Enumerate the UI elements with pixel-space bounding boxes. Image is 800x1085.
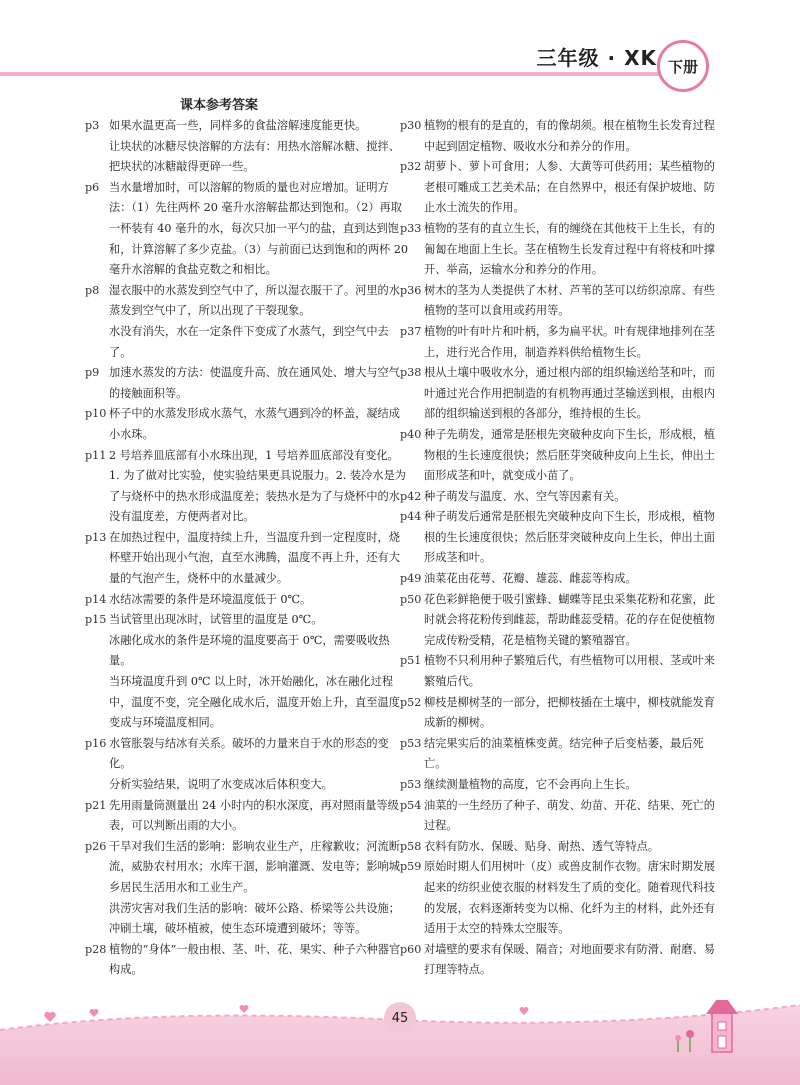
answer-text: 在加热过程中，温度持续上升，当温度升到一定程度时，烧杯壁开始出现小气泡，直至水沸腾，温度不再上升，还有大量的气泡产生，烧杯中的水量减少。 <box>109 530 400 586</box>
answer-text: 胡萝卜、萝卜可食用；人参、大黄等可供药用；某些植物的老根可雕成工艺美术品；在自然界中，根还有保护坡地、防止水土流失的作用。 <box>424 160 715 215</box>
answer-entry <box>400 857 725 939</box>
page-ref: p52 <box>400 695 422 709</box>
answer-entry <box>400 940 725 981</box>
page-ref: p21 <box>85 798 107 812</box>
answer-entry <box>85 734 410 796</box>
answer-text: 继续测量植物的高度，它不会再向上生长。 <box>424 778 637 791</box>
page-ref: p13 <box>85 530 107 544</box>
page-ref: p32 <box>400 160 422 174</box>
answer-text: 种子先萌发，通常是胚根先突破种皮向下生长，形成根，植物根的生长速度很快；然后胚芽突破种皮向上生长，伸出土面形成茎和叶，就变成小苗了。 <box>424 427 715 483</box>
answer-text: 植物不只利用种子繁殖后代，有些植物可以用根、茎或叶来繁殖后代。 <box>424 654 715 689</box>
answer-text: 冰融化成水的条件是环境的温度要高于 0℃，需要吸收热量。 <box>109 633 390 668</box>
answer-entry <box>85 281 410 363</box>
answer-text: 结完果实后的油菜植株变黄。结完种子后变枯萎，最后死亡。 <box>424 736 704 771</box>
answer-text: 当环境温度升到 0℃ 以上时，冰开始融化，冰在融化过程中，温度不变，完全融化成水后，温度开始上升，直至温度变成与环境温度相同。 <box>109 675 400 730</box>
page-ref: p3 <box>85 119 100 132</box>
answer-text: 油菜的一生经历了种子、萌发、幼苗、开花、结果、死亡的过程。 <box>424 798 715 833</box>
answer-entry <box>85 404 410 445</box>
volume-badge <box>657 40 709 92</box>
answer-entry <box>400 734 725 775</box>
answer-text: 当试管里出现冰时，试管里的温度是 0℃。 <box>109 613 323 627</box>
answer-entry <box>85 796 410 837</box>
answer-text: 柳枝是柳树茎的一部分，把柳枝插在土壤中，柳枝就能发育成新的柳树。 <box>424 695 715 730</box>
answer-entry <box>400 322 725 363</box>
page-ref: p44 <box>400 510 422 524</box>
answer-text: 植物的叶有叶片和叶柄，多为扁平状。叶有规律地排列在茎上，进行光合作用，制造养料供给植物生长。 <box>424 324 715 359</box>
answer-text: 干旱对我们生活的影响：影响农业生产，庄稼歉收；河流断流，威胁农村用水；水库干涸，影响灌溉、发电等；影响城乡居民生活用水和工业生产。 <box>109 839 400 894</box>
answer-text: 植物的根有的是直的，有的像胡须。根在植物生长发育过程中起到固定植物、吸收水分和养分的作用。 <box>424 119 715 153</box>
answer-text: 植物的茎有的直立生长，有的缠绕在其他枝干上生长，有的匍匐在地面上生长。茎在植物生长发育过程中有将枝和叶撑开、举高，运输水分和养分的作用。 <box>424 221 715 277</box>
answer-entry <box>400 775 725 796</box>
page-ref: p10 <box>85 407 107 421</box>
answer-text: 分析实验结果，说明了水变成冰后体积变大。 <box>109 778 333 791</box>
answer-text: 1. 为了做对比实验，使实验结果更具说服力。2. 装冷水是为了与烧杯中的热水形成温度差；装热水是为了与烧杯中的水没有温度差，方便两者对比。 <box>109 469 406 524</box>
page-title: 课本参考答案 <box>180 98 259 113</box>
answer-text: 根从土壤中吸收水分，通过根内部的组织输送给茎和叶，而叶通过光合作用把制造的有机物再通过茎输送到根，由根内部的组织输送到根的各部分，维持根的生长。 <box>424 366 715 421</box>
page-ref: p28 <box>85 942 107 956</box>
answer-text: 花色彩鲜艳便于吸引蜜蜂、蝴蝶等昆虫采集花粉和花蜜，此时就会将花粉传到雌蕊，帮助雌蕊受精。花的存在促使植物完成传粉受精，花是植物关键的繁殖器官。 <box>424 592 715 647</box>
answer-text: 种子萌发后通常是胚根先突破种皮向下生长，形成根，植物根的生长速度很快；然后胚芽突破种皮向上生长，伸出土面形成茎和叶。 <box>424 510 715 565</box>
page-number: 45 <box>391 1010 409 1026</box>
answer-text: 杯子中的水蒸发形成水蒸气，水蒸气遇到冷的杯盖，凝结成小水珠。 <box>109 407 400 441</box>
volume-badge-label: 下册 <box>667 57 698 76</box>
page-number-badge <box>384 1002 416 1034</box>
page-ref: p33 <box>400 221 422 235</box>
grade-label: 三年级 · XK <box>536 46 657 70</box>
answer-entry <box>400 569 725 590</box>
page-ref: p60 <box>400 942 422 956</box>
page-ref: p59 <box>400 860 422 874</box>
answer-entry <box>85 363 410 404</box>
page-ref: p58 <box>400 839 422 853</box>
answer-entry <box>400 425 725 487</box>
header-divider <box>0 72 660 76</box>
answer-entry <box>400 693 725 734</box>
answer-text: 水结冰需要的条件是环境温度低于 0℃。 <box>109 592 312 606</box>
page-ref: p30 <box>400 119 422 132</box>
page-ref: p9 <box>85 366 100 380</box>
answer-entry <box>400 796 725 837</box>
answer-entry <box>85 116 410 178</box>
answer-text: 让块状的冰糖尽快溶解的方法有：用热水溶解冰糖、搅拌、把块状的冰糖敲得更碎一些。 <box>109 139 400 174</box>
answer-entry <box>85 837 410 940</box>
answer-entry <box>400 363 725 425</box>
right-column <box>400 116 725 981</box>
answer-text: 衣料有防水、保暖、贴身、耐热、透气等特点。 <box>424 839 659 853</box>
answer-entry <box>400 116 725 157</box>
answer-text: 加速水蒸发的方法：使温度升高、放在通风处、增大与空气的接触面积等。 <box>109 366 400 400</box>
page-ref: p6 <box>85 180 100 194</box>
answer-text: 种子萌发与温度、水、空气等因素有关。 <box>424 489 626 503</box>
answer-entry <box>400 219 725 281</box>
page-ref: p26 <box>85 839 107 853</box>
answer-text: 树木的茎为人类提供了木材、芦苇的茎可以纺织凉席、有些植物的茎可以食用或药用等。 <box>424 283 715 318</box>
page-ref: p36 <box>400 283 422 297</box>
page-ref: p38 <box>400 366 422 380</box>
page-ref: p49 <box>400 572 422 586</box>
answer-entry <box>400 651 725 692</box>
answer-entry <box>400 281 725 322</box>
page-ref: p51 <box>400 654 422 668</box>
answer-entry <box>85 528 410 590</box>
page-ref: p14 <box>85 592 107 606</box>
answer-text: 当水量增加时，可以溶解的物质的量也对应增加。证明方法：（1）先往两杯 20 毫升水溶解盐都达到饱和。（2）再取一杯装有 40 毫升的水，每次只加一平勺的盐，直到达到饱和，计算溶解了多少克盐。（3）与前面已达到饱和的两杯 20 毫升水溶解的食盐克数之和相比。 <box>109 180 408 277</box>
answer-entry <box>400 590 725 652</box>
answer-text: 湿衣服中的水蒸发到空气中了，所以湿衣服干了。河里的水蒸发到空气中了，所以出现了干裂现象。 <box>109 283 400 318</box>
answer-entry <box>85 940 410 981</box>
answer-text: 2 号培养皿底部有小水珠出现，1 号培养皿底部没有变化。 <box>109 448 399 462</box>
answer-text: 植物的“身体”一般由根、茎、叶、花、果实、种子六种器官构成。 <box>109 942 401 977</box>
answer-entry <box>400 487 725 508</box>
answer-text: 油菜花由花萼、花瓣、雄蕊、雌蕊等构成。 <box>424 572 637 586</box>
answer-text: 如果水温更高一些，同样多的食盐溶解速度能更快。 <box>109 119 367 132</box>
answer-text: 水没有消失，水在一定条件下变成了水蒸气，到空气中去了。 <box>109 324 389 359</box>
page-ref: p54 <box>400 798 422 812</box>
answer-entry <box>400 157 725 219</box>
answer-text: 水管胀裂与结冰有关系。破坏的力量来自于水的形态的变化。 <box>109 736 389 771</box>
answer-text: 洪涝灾害对我们生活的影响：破坏公路、桥梁等公共设施；冲刷土壤，破坏植被，使生态环境遭到破坏；等等。 <box>109 901 400 936</box>
answer-text: 先用雨量筒测量出 24 小时内的积水深度，再对照雨量等级表，可以判断出雨的大小。 <box>109 798 399 833</box>
answer-entry <box>85 590 410 611</box>
page-ref: p40 <box>400 427 422 441</box>
page-ref: p42 <box>400 489 422 503</box>
answer-text: 原始时期人们用树叶（皮）或兽皮制作衣物。唐宋时期发展起来的纺织业使衣服的材料发生了质的变化。随着现代科技的发展，衣料逐渐转变为以棉、化纤为主的材料，此外还有适用于太空的特殊太空服等。 <box>424 860 715 936</box>
page-ref: p15 <box>85 613 107 627</box>
page-ref: p11 <box>85 448 107 462</box>
answer-entry <box>85 446 410 528</box>
answer-text: 对墙壁的要求有保暖、隔音；对地面要求有防滑、耐磨、易打理等特点。 <box>424 942 715 977</box>
answer-entry <box>400 837 725 858</box>
answer-entry <box>85 610 410 734</box>
page-ref: p8 <box>85 283 100 297</box>
page-ref: p16 <box>85 736 107 750</box>
page-ref: p53 <box>400 736 422 750</box>
page-ref: p50 <box>400 592 422 606</box>
page-ref: p37 <box>400 324 422 338</box>
left-column <box>85 116 410 981</box>
answer-entry <box>85 178 410 281</box>
answer-entry <box>400 507 725 569</box>
page-ref: p53 <box>400 778 422 791</box>
